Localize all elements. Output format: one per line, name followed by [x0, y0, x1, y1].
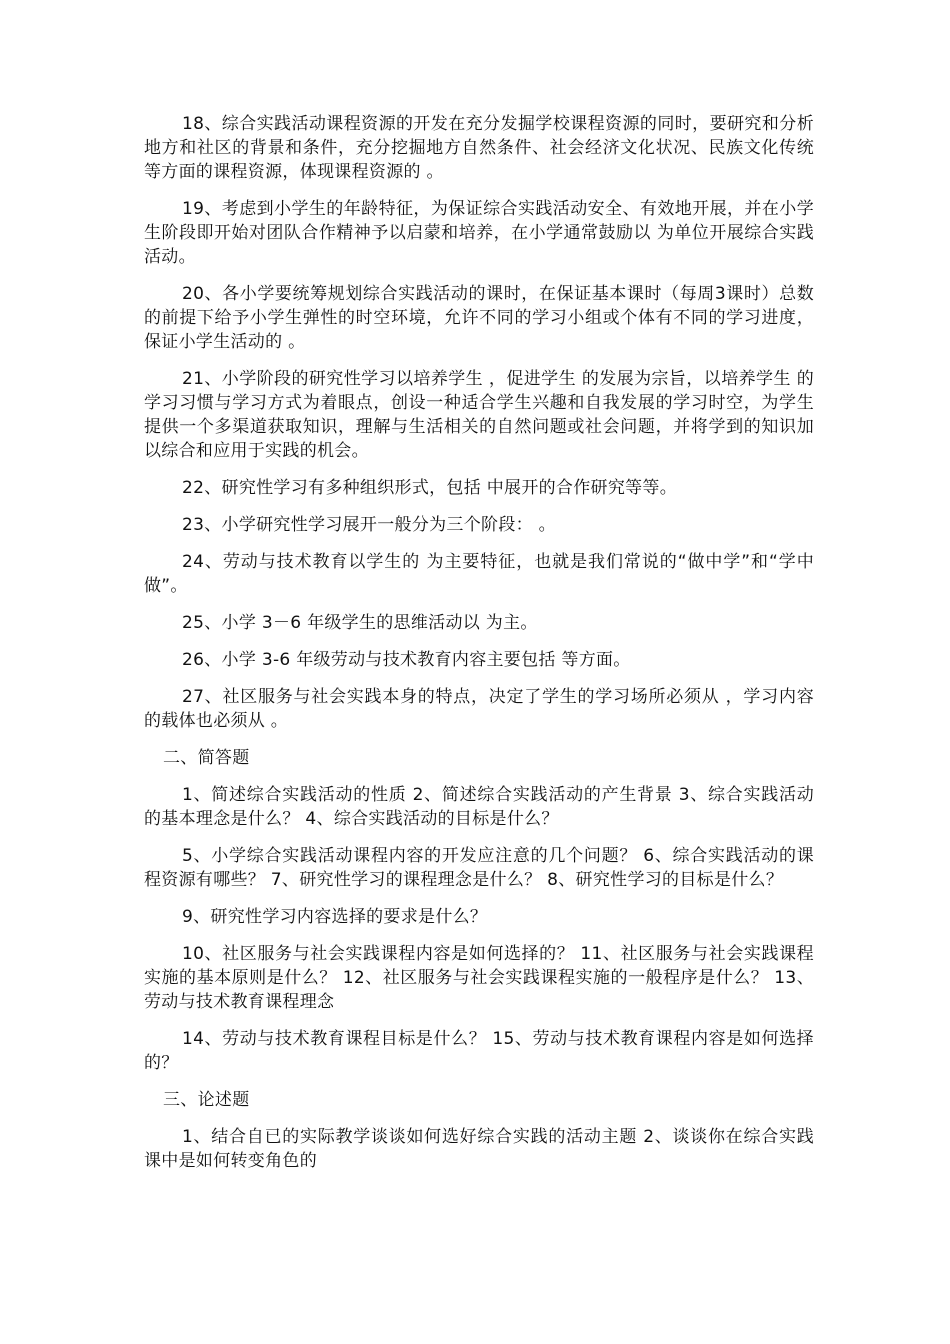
short-answer-14-15: 14、劳动与技术教育课程目标是什么？ 15、劳动与技术教育课程内容是如何选择的？	[144, 1029, 814, 1073]
short-answer-9: 9、研究性学习内容选择的要求是什么？	[182, 907, 488, 927]
item-27: 27、社区服务与社会实践本身的特点，决定了学生的学习场所必须从 ，学习内容的载体也必须从 。	[144, 687, 814, 731]
item-22: 22、研究性学习有多种组织形式，包括 中展开的合作研究等等。	[182, 478, 678, 498]
short-answer-5-8: 5、小学综合实践活动课程内容的开发应注意的几个问题？ 6、综合实践活动的课程资源有哪些？ 7、研究性学习的课程理念是什么？ 8、研究性学习的目标是什么？	[144, 846, 814, 890]
item-26: 26、小学 3-6 年级劳动与技术教育内容主要包括 等方面。	[182, 650, 631, 670]
item-19: 19、考虑到小学生的年龄特征，为保证综合实践活动安全、有效地开展，并在小学生阶段即开始对团队合作精神予以启蒙和培养，在小学通常鼓励以 为单位开展综合实践活动。	[144, 199, 814, 267]
section-heading-essay: 三、论述题	[163, 1090, 250, 1110]
short-answer-1-4: 1、简述综合实践活动的性质 2、简述综合实践活动的产生背景 3、综合实践活动的基本理念是什么？ 4、综合实践活动的目标是什么？	[144, 785, 814, 829]
item-21: 21、小学阶段的研究性学习以培养学生 ，促进学生 的发展为宗旨，以培养学生 的学习习惯与学习方式为着眼点，创设一种适合学生兴趣和自我发展的学习时空，为学生提供一个多渠道获取知识，理解与生活相关的自然问题或社会问题，并将学到的知识加以综合和应用于实践的机会。	[144, 369, 814, 461]
short-answer-10-13: 10、社区服务与社会实践课程内容是如何选择的？ 11、社区服务与社会实践课程实施的基本原则是什么？ 12、社区服务与社会实践课程实施的一般程序是什么？ 13、劳动与技术教育课程理念	[144, 944, 814, 1012]
item-20: 20、各小学要统筹规划综合实践活动的课时，在保证基本课时（每周3课时）总数的前提下给予小学生弹性的时空环境，允许不同的学习小组或个体有不同的学习进度，保证小学生活动的 。	[144, 284, 814, 352]
essay-1-2: 1、结合自已的实际教学谈谈如何选好综合实践的活动主题 2、谈谈你在综合实践课中是如何转变角色的	[144, 1127, 814, 1171]
item-18: 18、综合实践活动课程资源的开发在充分发掘学校课程资源的同时，要研究和分析地方和社区的背景和条件，充分挖掘地方自然条件、社会经济文化状况、民族文化传统等方面的课程资源，体现课程资源的 。	[144, 114, 814, 182]
item-25: 25、小学 3－6 年级学生的思维活动以 为主。	[182, 613, 538, 633]
item-23: 23、小学研究性学习展开一般分为三个阶段： 。	[182, 515, 556, 535]
item-24: 24、劳动与技术教育以学生的 为主要特征，也就是我们常说的“做中学”和“学中做”。	[144, 552, 814, 596]
document-page	[144, 112, 814, 1186]
section-heading-short-answer: 二、简答题	[163, 748, 250, 768]
